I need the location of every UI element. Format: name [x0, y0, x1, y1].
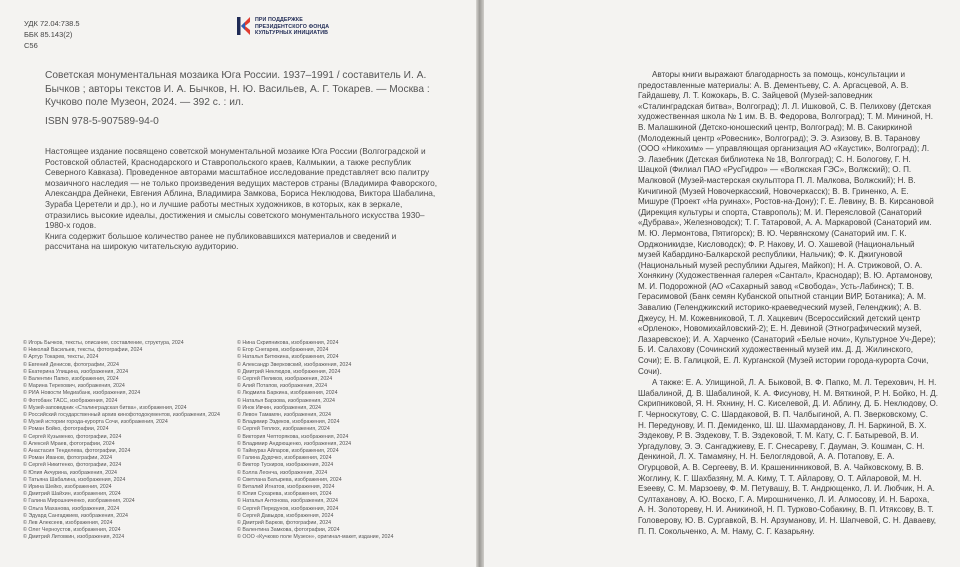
copyright-line: © Валентина Замкова, фотографии, 2024 — [237, 527, 340, 534]
copyright-line: © Музей-заповедник «Сталинградская битва», изображения, 2024 — [23, 404, 187, 411]
copyright-line: © Алий Потапов, изображения, 2024 — [237, 383, 328, 390]
copyright-line: © Артур Токарев, тексты, 2024 — [23, 354, 99, 361]
bibliographic-record: Советская монументальная мозаика Юга России. 1937–1991 / составитель И. А. Бычков ; авторы текстов И. А. Бычков, Н. Ю. Васильев, А. Г. Токарев. — Москва : Кучково поле Музеон, 2024. — 392 с. : ил. — [45, 70, 430, 108]
copyright-line: © Дмитрий Неклюдов, изображения, 2024 — [237, 368, 341, 375]
copyright-line: © Нина Скрипникова, изображения, 2024 — [237, 340, 339, 346]
copyright-line: © Инок Ивчин, изображения, 2024 — [237, 404, 321, 411]
left-page — [0, 0, 476, 567]
copyright-line: © Владимир Эздеков, изображения, 2024 — [237, 419, 340, 426]
annotation-paragraph: Книга содержит большое количество ранее не публиковавшихся материалов и сведений и рассчитана на широкую читательскую аудиторию. — [45, 230, 397, 252]
copyright-line: © Валентин Папко, изображения, 2024 — [23, 376, 119, 383]
copyright-line: © Таймураз Айларов, изображения, 2024 — [237, 448, 339, 455]
logo-caption — [255, 17, 329, 37]
copyright-line: © Наталья Битюкина, изображения, 2024 — [237, 354, 339, 361]
copyright-line: © Юлия Сухарева, изображения, 2024 — [237, 491, 332, 498]
copyright-line: © Эдуард Сангаджиев, изображения, 2024 — [23, 512, 128, 519]
fund-logo — [237, 17, 329, 37]
copyright-line: © Евгений Денисов, фотографии, 2024 — [23, 361, 119, 368]
acknowledgements-paragraph: А также: Е. А. Улищиной, Л. А. Быковой, В. Ф. Папко, М. Л. Терехович, Н. Н. Шабалиной, Д. В. Шабалиной, К. А. Фисуновy, Н. М. Вяткиной, Р. Н. Бойко, Н. Д. Скрипниковой, Я. Н. Яхнину, Н. С. Киселевой, Д. И. Аблину, Д. Б. Неклюдову, О. Г. Черноскутову, С. С. Шардаковой, В. П. Чалбыгиной, А. П. Зверковскому, С. Н. Передунову, И. П. Демиденко, Ш. Ш. Шахмарданову, Л. Н. Баркиной, В. Х. Эздекову, Р. В. Эздекову, Т. В. Эздековой, Т. М. Кату, С. Г. Батыревой, В. И. Ургадулову, Э. Э. Сангаджиеву, Е. Г. Снесареву, Г. Дауман, Э. Кошман, С. Н. Денкиной, Л. Х. Тамамяну, Н. Н. Белоглядовой, А. А. Потаповy, Е. А. Огурцовой, А. В. Сергееву, В. И. Крашенинниковой, В. А. Чайковскому, В. В. Жоглину, К. Г. Шахбазяну, М. А. Киму, Т. Т. Айларову, О. Т. Айларовой, М. Н. Езееву, С. М. Марзоеву, Ф. М. Петувашу, В. Т. Андрющенко, Л. И. Любчик, Н. А. Султаханову, А. Ю. Воско, Г. А. Мирошниченко, Л. И. Алмосову, И. Н. Бароха, А. Н. Золотореву, Н. И. Аникиной, Н. П. Турково-Собакину, В. П. Итяксову, В. Т. Головерову, Ю. В. Сургавкой, В. Н. Арзуманову, И. Н. Шапчевой, С. Н. Даваеву, П. П. Сокольченко, А. М. Наму, С. Г. Казарьяну. — [638, 378, 938, 536]
book-gutter — [476, 0, 484, 567]
copyright-line: © Сергей Кузьменко, фотографии, 2024 — [23, 433, 122, 440]
copyright-line: © Дмитрий Литовкин, изображения, 2024 — [23, 534, 125, 541]
logo-line: ПРИ ПОДДЕРЖКЕ — [255, 17, 303, 23]
copyright-line: © Егор Снегарев, изображения, 2024 — [237, 347, 329, 354]
copyright-line: © Музей истории города-курорта Сочи, изображения, 2024 — [23, 419, 168, 426]
copyright-line: © Светлана Батырева, изображения, 2024 — [237, 476, 342, 483]
copyright-list-right — [237, 340, 393, 542]
copyright-line: © Алексей Мраев, фотографии, 2024 — [23, 440, 115, 447]
copyright-line: © РИА Новости Медиабанк, изображения, 2024 — [23, 390, 141, 397]
copyright-line: © Игорь Бычков, тексты, описание, составление, структура, 2024 — [23, 340, 184, 346]
udk-block — [24, 18, 80, 51]
copyright-line: © Галина Мирошниченко, изображения, 2024 — [23, 498, 135, 505]
isbn: ISBN 978-5-907589-94-0 — [45, 116, 159, 127]
copyright-line: © Сергей Теплюх, изображения, 2024 — [237, 426, 330, 433]
copyright-line: © Ирина Шейко, изображения, 2024 — [23, 484, 112, 491]
copyright-line: © Александр Зверковский, изображения, 2024 — [237, 361, 352, 368]
copyright-line: © Роман Иванов, фотографии, 2024 — [23, 455, 113, 462]
acknowledgements — [638, 70, 938, 537]
copyright-line: © Сергей Давыдов, изображения, 2024 — [237, 512, 334, 519]
copyright-line: © Сергей Передунов, изображения, 2024 — [237, 505, 339, 512]
copyright-line: © Галина Дудочко, изображения, 2024 — [237, 455, 332, 462]
annotation — [45, 146, 440, 252]
udk-line: УДК 72.04:738.5 — [24, 19, 80, 28]
copyright-line: © Дмитрий Шайхин, изображения, 2024 — [23, 491, 121, 498]
presidential-fund-logo-icon — [237, 17, 251, 35]
copyright-line: © Сергей Никитенко, фотографии, 2024 — [23, 462, 122, 469]
copyright-line: © Лев Алексеев, изображения, 2024 — [23, 520, 113, 527]
copyright-line: © Анастасия Тенделева, фотографии, 2024 — [23, 448, 131, 455]
copyright-line: © Левон Тамамян, изображения, 2024 — [237, 412, 331, 419]
copyright-line: © Владимир Андрющенко, изображения, 2024 — [237, 440, 352, 447]
copyright-line: © Российский государственный архив кинофотодокументов, изображения, 2024 — [23, 412, 220, 419]
copyright-line: © Марина Терехович, изображения, 2024 — [23, 383, 125, 390]
logo-line: КУЛЬТУРНЫХ ИНИЦИАТИВ — [255, 30, 329, 36]
copyright-line: © Наталья Антонова, изображения, 2024 — [237, 498, 338, 505]
copyright-line: © Людмила Баркина, изображения, 2024 — [237, 390, 338, 397]
copyright-line: © Татьяна Шабалина, изображения, 2024 — [23, 476, 126, 483]
copyright-line: © Бэлла Леонча, изображения, 2024 — [237, 469, 328, 476]
copyright-line: © ООО «Кучково поле Музеон», оригинал-макет, издание, 2024 — [237, 534, 394, 541]
copyright-line: © Олег Черноустов, изображения, 2024 — [23, 527, 121, 534]
author-mark: С56 — [24, 41, 38, 50]
copyright-line: © Фотобанк ТАСС, изображения, 2024 — [23, 397, 118, 404]
copyright-line: © Виктория Чепторякова, изображения, 2024 — [237, 433, 349, 440]
copyright-line: © Виталий Игнатов, изображения, 2024 — [237, 484, 335, 491]
copyright-line: © Виктор Тускиров, изображения, 2024 — [237, 462, 334, 469]
copyright-line: © Наталья Барзова, изображения, 2024 — [237, 397, 335, 404]
annotation-paragraph: Настоящее издание посвящено советской монументальной мозаике Юга России (Волгоградской и Ростовской областей, Краснодарского и Ставропольского краев, Калмыкии, а также республик Северного Кавказа). Проведенное авторами масштабное исследование представляет всю палитру мозаичного наследия — не только произведения ведущих мастеров страны (Владимира Фаворского, Александра Дейнеки, Евгения Аблина, Владимира Замкова, Бориса Неклюдова, Виктора Шабалина, Зураба Церетели и др.), но и лучшие работы местных художников, в которых, как в зеркале, отразились высокие идеалы, достижения и смыслы советского монументального искусства 1930–1980-х годов. — [45, 146, 438, 231]
copyright-line: © Юлия Акчурина, изображения, 2024 — [23, 469, 117, 476]
bbk-line: ББК 85.143(2) — [24, 30, 73, 39]
copyright-line: © Роман Бойко, фотографии, 2024 — [23, 426, 109, 433]
copyright-line: © Сергей Пеликов, изображения, 2024 — [237, 376, 333, 383]
copyright-line: © Екатерина Улищина, изображения, 2024 — [23, 368, 129, 375]
acknowledgements-paragraph: Авторы книги выражают благодарность за помощь, консультации и предоставленные материалы: А. В. Дементьеву, С. А. Аргасцевой, А. В. Гайдашеву, Л. Т. Кожокарь, В. С. Зайцевой (Музей-заповедник «Сталинградская битва», Волгоград); Л. Л. Ишковой, С. В. Пелиховy (Детская художественная школа № 1 им. В. В. Федорова, Волгоград); Т. М. Мининой, Н. В. Малашкиной (Детско-юношеский центр, Волгоград); М. В. Сакиркиной (Молодежный центр «Ровесник», Волгоград); Э. Э. Азизову, В. В. Тарановy (ООО «Никохим» — управляющая организация АО «Каустик», Волгоград); Л. Э. Лазебник (Детская библиотека № 18, Волгоград); С. Н. Бологову, Г. Н. Шацкой (Филиал ПАО «РусГидро» — «Волжская ГЭС», Волжский); О. П. Малковой (Музей-мастерская скульптора П. Л. Малкова, Волжский); Н. В. Кичигиной (Музей Новочеркасский, Новочеркасск); В. В. Гриненко, А. Е. Мишуре (Проект «На руинах», Ростов-на-Дону); Г. Е. Левину, В. В. Кирсановой (Дирекция культуры и спорта, Ставрополь); М. И. Переясловой (Санаторий «Дубрава», Железноводск); Т. Г. Татаровой, А. А. Маркаровой (Санаторий им. М. Ю. Лермонтова, Пятигорск); В. Ю. Червянскому (Санаторий им. Г. К. Орджоникидзе, Кисловодск); Ф. Р. Накову, И. О. Хашевой (Национальный музей Кабардино-Балкарской республики, Нальчик); Ф. К. Джигуновой (Национальный музей республики Адыгея, Майкоп); Н. А. Стрижовой, О. А. Хонякину (Художественная галерея «Сантал», Краснодар); В. Ю. Артамонову, М. И. Подорожной (АО «Сахарный завод «Свобода», Усть-Лабинск); Т. В. Герасимовой (Банк семян Кубанской опытной станции ВИР, Ботаника); А. М. Завалию (Геленджикский историко-краеведческий музей, Геленджик); А. В. Джеусу, Н. М. Кожевниковой, Т. Л. Хацкевич (Всероссийский детский центр «Орленок», Новомихайловский-2); Е. Н. Девиной (Этнографический музей, Лазаревское); И. А. Харченко (Санаторий «Белые ночи», Культурное Уч-Дере); Б. И. Салахову (Сочинский художественный музей им. Д. Д. Жилинского, Сочи); Е. В. Галицкой, Е. Л. Курганской (Музей истории города-курорта Сочи, Сочи). — [638, 70, 936, 376]
copyright-line: © Ольга Маханова, изображения, 2024 — [23, 505, 120, 512]
copyright-line: © Дмитрий Барков, фотографии, 2024 — [237, 520, 332, 527]
copyright-list-left — [23, 340, 220, 542]
copyright-line: © Николай Васильев, тексты, фотографии, 2024 — [23, 347, 143, 354]
right-page — [484, 0, 960, 567]
logo-line: ПРЕЗИДЕНТСКОГО ФОНДА — [255, 23, 330, 30]
